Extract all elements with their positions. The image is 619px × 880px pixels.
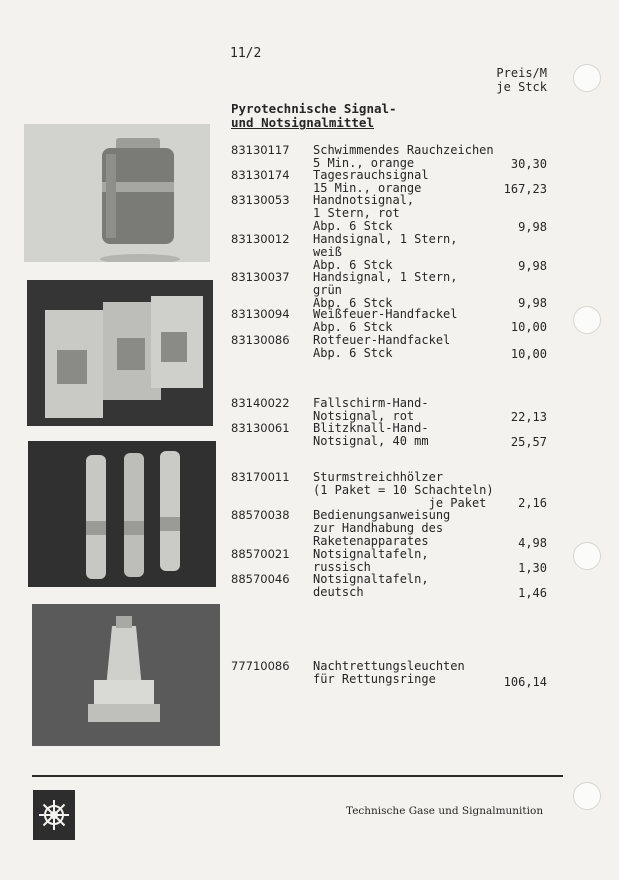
item-description: Bedienungsanweisung zur Handhabung des Raketenapparates <box>313 508 451 548</box>
photo-hand-flares <box>28 441 216 587</box>
smoke-canister-illustration <box>24 124 210 262</box>
section-title-line2: und Notsignalmittel <box>231 115 374 130</box>
item-price: 1,30 <box>518 561 547 575</box>
photo-rescue-light <box>32 604 220 746</box>
footer-text: Technische Gase und Signalmunition <box>346 805 544 817</box>
item-description: Nachtrettungsleuchten für Rettungsringe <box>313 659 465 686</box>
item-code: 77710086 <box>231 659 290 673</box>
item-code: 83130086 <box>231 333 290 347</box>
item-price: 30,30 <box>510 157 547 171</box>
item-description: Fallschirm-Hand- Notsignal, rot <box>313 396 429 423</box>
item-code: 88570021 <box>231 547 290 561</box>
item-description: Handnotsignal, 1 Stern, rot Abp. 6 Stck <box>313 193 415 233</box>
rescue-light-illustration <box>32 604 220 746</box>
footer-divider <box>32 775 563 777</box>
item-price: 9,98 <box>518 296 547 310</box>
item-code: 83130174 <box>231 168 290 182</box>
item-code: 83130053 <box>231 193 290 207</box>
item-price: 10,00 <box>510 320 547 334</box>
item-description: Schwimmendes Rauchzeichen 5 Min., orange <box>313 143 494 170</box>
item-code: 83130117 <box>231 143 290 157</box>
section-title-line1: Pyrotechnische Signal- <box>231 101 397 116</box>
item-price: 22,13 <box>510 410 547 424</box>
punch-hole <box>573 782 601 810</box>
item-description: Handsignal, 1 Stern, grün Abp. 6 Stck <box>313 270 458 310</box>
item-price: 106,14 <box>503 675 547 689</box>
item-description: Notsignaltafeln, deutsch <box>313 572 429 599</box>
item-description: Handsignal, 1 Stern, weiß Abp. 6 Stck <box>313 232 458 272</box>
punch-hole <box>573 64 601 92</box>
item-code: 88570046 <box>231 572 290 586</box>
item-code: 83130094 <box>231 307 290 321</box>
price-column-header <box>496 66 547 94</box>
item-price: 10,00 <box>510 347 547 361</box>
item-code: 83130012 <box>231 232 290 246</box>
item-code: 83130037 <box>231 270 290 284</box>
punch-hole <box>573 306 601 334</box>
item-price: 25,57 <box>510 435 547 449</box>
item-description: Notsignaltafeln, russisch <box>313 547 429 574</box>
page-number: 11/2 <box>230 46 262 61</box>
item-description: Sturmstreichhölzer (1 Paket = 10 Schachteln) je Paket <box>313 470 494 510</box>
hand-flares-illustration <box>28 441 216 587</box>
item-price: 2,16 <box>518 496 547 510</box>
section-title <box>231 102 406 130</box>
item-code: 88570038 <box>231 508 290 522</box>
signal-cans-illustration <box>27 280 213 426</box>
ships-wheel-icon <box>33 790 75 840</box>
item-description: Rotfeuer-Handfackel Abp. 6 Stck <box>313 333 451 360</box>
item-description: Blitzknall-Hand- Notsignal, 40 mm <box>313 421 429 448</box>
item-price: 9,98 <box>518 259 547 273</box>
item-code: 83130061 <box>231 421 290 435</box>
item-price: 1,46 <box>518 586 547 600</box>
item-description: Weißfeuer-Handfackel Abp. 6 Stck <box>313 307 458 334</box>
item-price: 4,98 <box>518 536 547 550</box>
price-header-line2: je Stck <box>496 80 547 94</box>
item-description: Tagesrauchsignal 15 Min., orange <box>313 168 429 195</box>
item-price: 167,23 <box>503 182 547 196</box>
photo-smoke-canister <box>24 124 210 262</box>
photo-signal-cans <box>27 280 213 426</box>
item-code: 83170011 <box>231 470 290 484</box>
punch-hole <box>573 542 601 570</box>
item-price: 9,98 <box>518 220 547 234</box>
price-header-line1: Preis/M <box>496 66 547 80</box>
item-code: 83140022 <box>231 396 290 410</box>
